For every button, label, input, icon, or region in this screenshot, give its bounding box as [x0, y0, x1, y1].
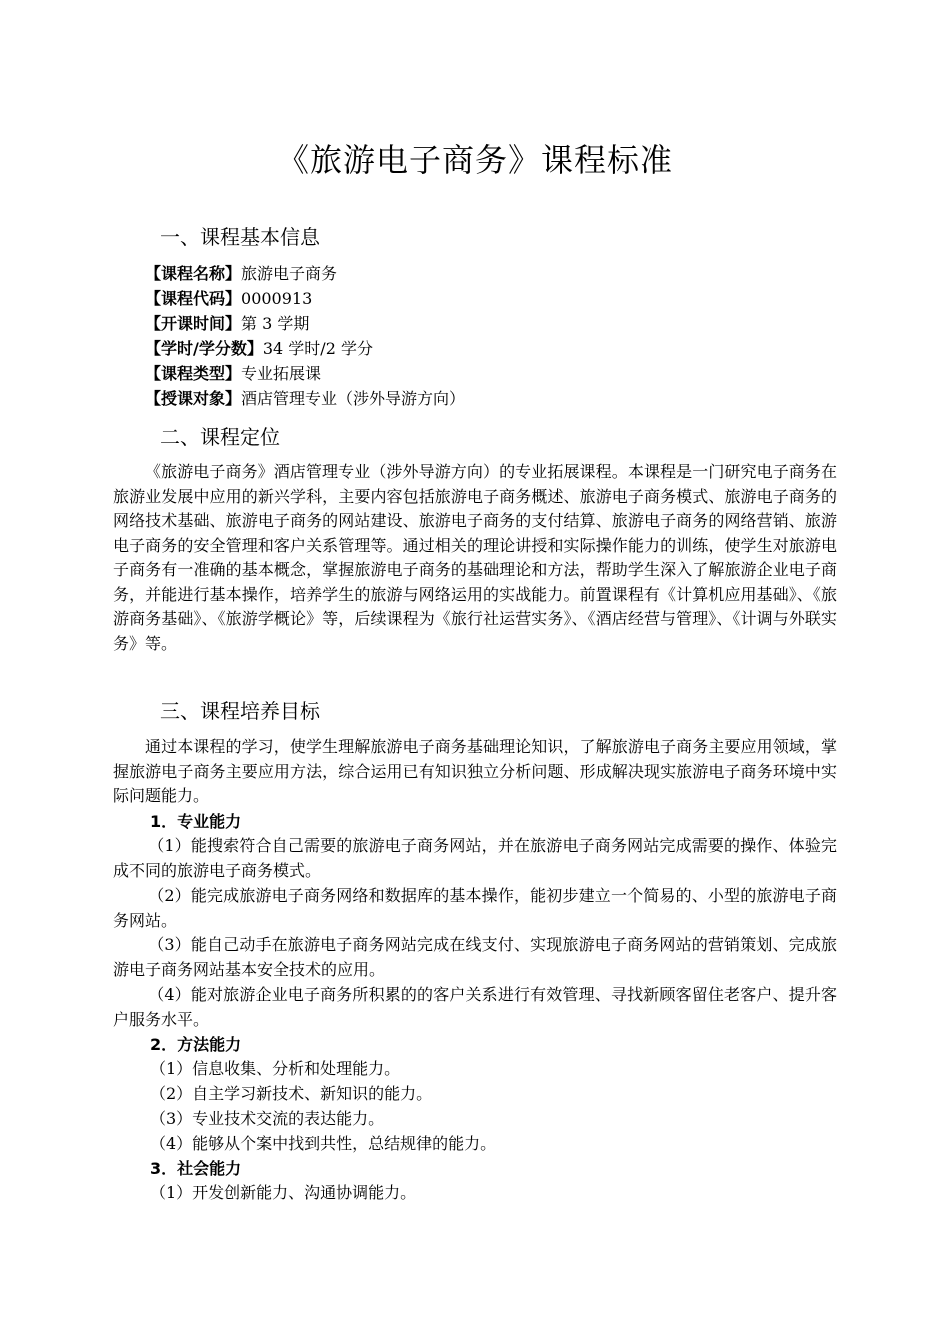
info-value: 0000913 [241, 289, 313, 308]
info-value: 34 学时/2 学分 [262, 339, 373, 358]
social-item: （1）开发创新能力、沟通协调能力。 [150, 1183, 417, 1202]
info-row-course-name [145, 261, 845, 286]
professional-item: （2）能完成旅游电子商务网络和数据库的基本操作，能初步建立一个简易的、小型的旅游电子商务网站。 [113, 886, 837, 930]
info-row-audience [145, 386, 845, 411]
positioning-paragraph: 《旅游电子商务》酒店管理专业（涉外导游方向）的专业拓展课程。本课程是一门研究电子商务在旅游业发展中应用的新兴学科，主要内容包括旅游电子商务概述、旅游电子商务模式、旅游电子商务的网络技术基础、旅游电子商务的网站建设、旅游电子商务的支付结算、旅游电子商务的网络营销、旅游电子商务的安全管理和客户关系管理等。通过相关的理论讲授和实际操作能力的训练，使学生对旅游电子商务有一准确的基本概念，掌握旅游电子商务的基础理论和方法，帮助学生深入了解旅游企业电子商务，并能进行基本操作，培养学生的旅游与网络运用的实战能力。前置课程有《计算机应用基础》、《旅游商务基础》、《旅游学概论》等，后续课程为《旅行社运营实务》、《酒店经营与管理》、《计调与外联实务》等。 [113, 462, 837, 653]
info-value: 第 3 学期 [241, 314, 310, 333]
subheading-professional-ability: 1．专业能力 [150, 812, 242, 831]
basic-info-list [145, 261, 845, 411]
info-key: 【课程名称】 [145, 264, 242, 283]
professional-item: （4）能对旅游企业电子商务所积累的的客户关系进行有效管理、寻找新顾客留住老客户、提升客户服务水平。 [113, 985, 837, 1029]
section-heading-basic-info: 一、课程基本信息 [160, 225, 320, 249]
info-key: 【授课对象】 [145, 389, 242, 408]
info-row-course-code [145, 286, 845, 311]
info-key: 【课程代码】 [145, 289, 242, 308]
info-value: 酒店管理专业（涉外导游方向） [241, 389, 466, 408]
subheading-method-ability: 2．方法能力 [150, 1035, 242, 1054]
info-value: 旅游电子商务 [241, 264, 338, 283]
professional-item: （3）能自己动手在旅游电子商务网站完成在线支付、实现旅游电子商务网站的营销策划、完成旅游电子商务网站基本安全技术的应用。 [113, 935, 837, 979]
method-item: （4）能够从个案中找到共性，总结规律的能力。 [150, 1134, 497, 1153]
info-key: 【学时/学分数】 [145, 339, 263, 358]
objectives-intro-paragraph: 通过本课程的学习，使学生理解旅游电子商务基础理论知识，了解旅游电子商务主要应用领域，掌握旅游电子商务主要应用方法，综合运用已有知识独立分析问题、形成解决现实旅游电子商务环境中实际问题能力。 [113, 737, 837, 805]
info-key: 【开课时间】 [145, 314, 242, 333]
info-row-course-type [145, 361, 845, 386]
info-value: 专业拓展课 [241, 364, 322, 383]
info-row-hours-credits [145, 336, 845, 361]
section-heading-positioning: 二、课程定位 [160, 425, 280, 449]
method-item: （2）自主学习新技术、新知识的能力。 [150, 1084, 433, 1103]
info-key: 【课程类型】 [145, 364, 242, 383]
document-title: 《旅游电子商务》课程标准 [276, 141, 673, 179]
professional-item: （1）能搜索符合自己需要的旅游电子商务网站，并在旅游电子商务网站完成需要的操作、体验完成不同的旅游电子商务模式。 [113, 836, 837, 880]
section-heading-objectives: 三、课程培养目标 [160, 699, 320, 723]
subheading-social-ability: 3．社会能力 [150, 1159, 242, 1178]
method-item: （1）信息收集、分析和处理能力。 [150, 1059, 401, 1078]
info-row-semester [145, 311, 845, 336]
method-item: （3）专业技术交流的表达能力。 [150, 1109, 385, 1128]
